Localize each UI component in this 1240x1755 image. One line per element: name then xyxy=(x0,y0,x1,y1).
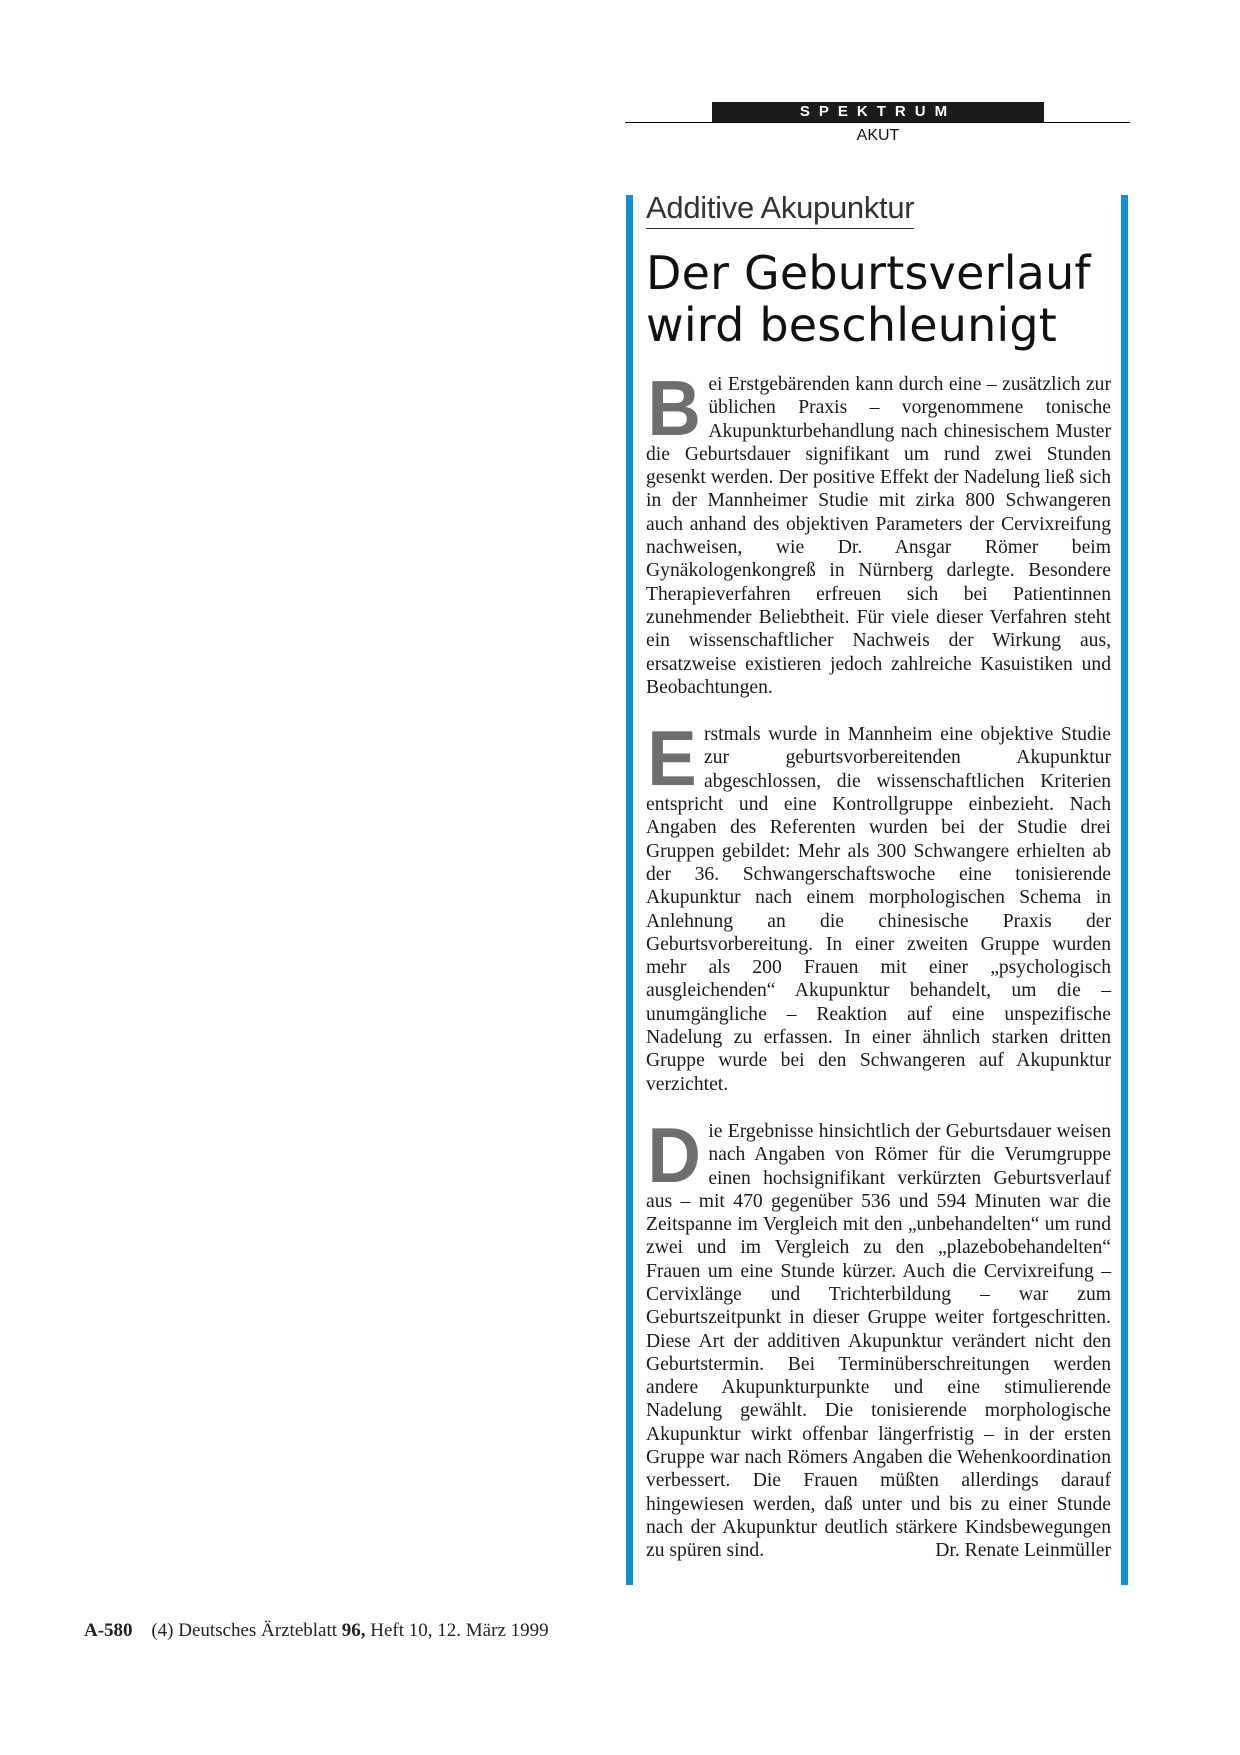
drop-cap: D xyxy=(647,1110,701,1199)
drop-cap: E xyxy=(647,714,697,803)
journal-name: (4) Deutsches Ärzteblatt xyxy=(151,1620,338,1641)
accent-bar-left xyxy=(626,195,633,1585)
paragraph-1 xyxy=(646,364,1111,699)
headline: Der Geburtsverlauf wird beschleunigt xyxy=(646,246,1091,352)
section-label: SPEKTRUM xyxy=(712,102,1044,122)
paragraph-text: rstmals wurde in Mannheim eine objektive Studie zur geburtsvorbereitenden Akupunktur abgeschlossen, die wissenschaftlichen Kriterien entspricht und eine Kontrollgruppe einbezieht. Nach Angaben des Referenten wurden bei der Studie drei Gruppen gebildet: Mehr als 300 Schwangere erhielten ab der 36. Schwangerschaftswoche eine tonisierende Akupunktur nach einem morphologischen Schema in Anlehnung an die chinesische Praxis der Geburtsvorbereitung. In einer zweiten Gruppe wurden mehr als 200 Frauen mit einer „psychologisch ausgleichenden“ Akupunktur behandelt, um die – unumgängliche – Reaktion auf eine unspezifische Nadelung zu erfassen. In einer ähnlich starken dritten Gruppe wurde bei den Schwangeren auf Akupunktur verzichtet. xyxy=(646,724,1111,1095)
issue-date: Heft 10, 12. März 1999 xyxy=(370,1620,549,1641)
page-number: A-580 xyxy=(84,1620,133,1641)
subsection-label: AKUT xyxy=(856,127,900,144)
volume-number: 96, xyxy=(341,1620,366,1641)
article xyxy=(646,190,1111,1587)
paragraph-text: ei Erstgebärenden kann durch eine – zusätzlich zur üblichen Praxis – vorgenommene tonische Akupunkturbehandlung nach chinesischem Muster die Geburtsdauer signifikant um rund zwei Stunden gesenkt werden. Der positive Effekt der Nadelung ließ sich in der Mannheimer Studie mit zirka 800 Schwangeren auch anhand des objektiven Parameters der Cervixreifung nachweisen, wie Dr. Ansgar Römer beim Gynäkologenkongreß in Nürnberg darlegte. Besondere Therapieverfahren erfreuen sich bei Patientinnen zunehmender Beliebtheit. Für viele dieser Verfahren steht ein wissenschaftlicher Nachweis der Wirkung aus, ersatzweise existieren jedoch zahlreiche Kasuistiken und Beobachtungen. xyxy=(646,374,1111,698)
drop-cap: B xyxy=(647,364,701,452)
author-signature: Dr. Renate Leinmüller xyxy=(935,1540,1111,1562)
page-footer xyxy=(84,1620,549,1642)
paragraph-text: ie Ergebnisse hinsichtlich der Geburtsdauer weisen nach Angaben von Römer für die Verumgruppe einen hochsignifikant verkürzten Geburtsverlauf aus – mit 470 gegenüber 536 und 594 Minuten war die Zeitspanne im Vergleich mit den „unbehandelten“ um rund zwei und im Vergleich zu den „plazebobehandelten“ Frauen um eine Stunde kürzer. Auch die Cervixreifung – Cervixlänge und Trichterbildung – war zum Geburtszeitpunkt in dieser Gruppe weiter fortgeschritten. Diese Art der additiven Akupunktur verändert nicht den Geburtstermin. Bei Terminüberschreitungen werden andere Akupunkturpunkte und eine stimulierende Nadelung gewählt. Die tonisierende morphologische Akupunktur wirkt offenbar längerfristig – in der ersten Gruppe war nach Römers Angaben die Wehenkoordination verbessert. Die Frauen müßten allerdings darauf hingewiesen werden, daß unter und bis zu einer Stunde nach der Akupunktur deutlich stärkere Kindsbewegungen zu spüren sind. xyxy=(646,1120,1111,1562)
header-rule xyxy=(625,122,1130,123)
paragraph-3 xyxy=(646,1110,1111,1563)
accent-bar-right xyxy=(1121,195,1128,1585)
paragraph-2 xyxy=(646,714,1111,1096)
kicker: Additive Akupunktur xyxy=(646,190,914,229)
